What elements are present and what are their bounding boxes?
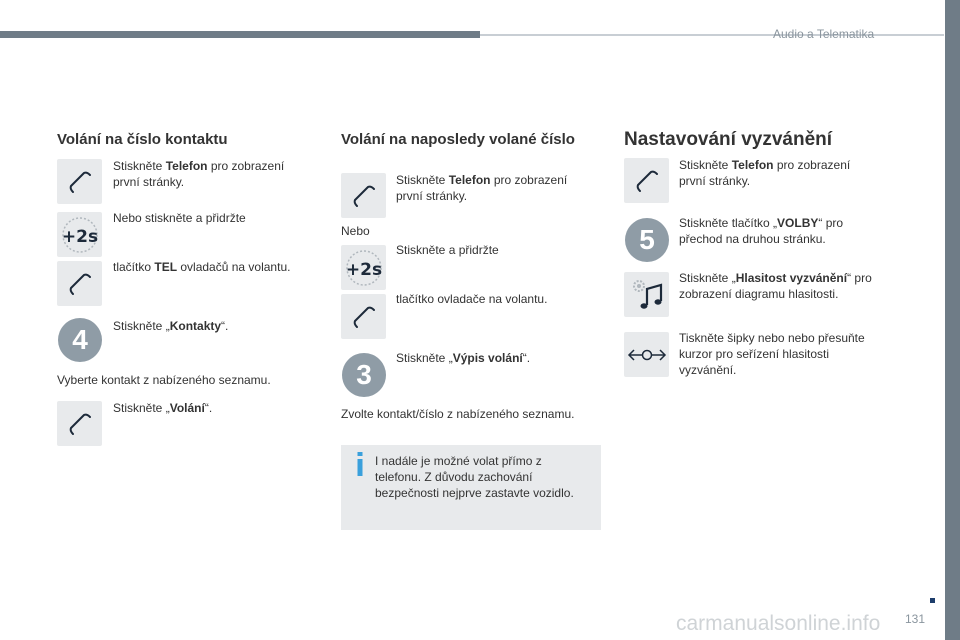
col2-step3-text: tlačítko ovladače na volantu.	[396, 292, 548, 306]
col1-step3-text: tlačítko TEL ovladačů na volantu.	[113, 260, 291, 274]
header-rule	[480, 34, 944, 36]
step-number-5: 5	[625, 218, 669, 262]
phone-handset-icon	[65, 269, 95, 299]
call-button[interactable]	[57, 401, 102, 446]
col2-step2-text: Stiskněte a přidržte	[396, 243, 499, 257]
page-bullet	[930, 598, 935, 603]
col1-step2-text: Nebo stiskněte a přidržte	[113, 211, 246, 225]
col1-step5-text: Stiskněte „Volání“.	[113, 401, 213, 415]
steering-wheel-hold-icon	[342, 246, 386, 290]
step-number-3: 3	[342, 353, 386, 397]
col3-step4-text: Tiskněte šipky nebo nebo přesuňte kurzor pro seřízení hlasitosti vyzvánění.	[679, 331, 865, 377]
col1-step1-text: Stiskněte Telefon pro zobrazení první stránky.	[113, 159, 285, 189]
steering-control-button[interactable]	[341, 294, 386, 339]
steering-wheel-hold-button[interactable]	[57, 212, 102, 257]
step-number-4: 4	[58, 318, 102, 362]
col3-title: Nastavování vyzvánění	[624, 129, 833, 150]
music-note-settings-icon	[627, 275, 667, 315]
col3-step3-text: Stiskněte „Hlasitost vyzvánění“ pro zobrazení diagramu hlasitosti.	[679, 271, 872, 301]
col2-nebo: Nebo	[341, 224, 370, 238]
header-bar	[0, 31, 480, 38]
phone-button[interactable]	[341, 173, 386, 218]
info-text: I nadále je možné volat přímo z telefonu. Z důvodu zachování bezpečnosti nejprve zastavte vozidlo.	[375, 454, 574, 500]
svg-text:+2s: +2s	[345, 259, 382, 280]
col2-plain-text: Zvolte kontakt/číslo z nabízeného seznamu.	[341, 407, 575, 421]
col1-plain-text: Vyberte kontakt z nabízeného seznamu.	[57, 373, 271, 387]
col2-step1-text: Stiskněte Telefon pro zobrazení první stránky.	[396, 173, 568, 203]
phone-button[interactable]	[57, 159, 102, 204]
phone-handset-icon	[349, 302, 379, 332]
steering-wheel-hold-icon	[58, 213, 102, 257]
slider-arrows-icon	[626, 345, 668, 365]
tel-button[interactable]	[57, 261, 102, 306]
info-icon	[354, 452, 366, 476]
volume-slider-control[interactable]	[624, 332, 669, 377]
header-title: Audio a Telematika	[773, 27, 875, 41]
steering-wheel-hold-button[interactable]	[341, 245, 386, 290]
ringtone-volume-button[interactable]	[624, 272, 669, 317]
col1-title: Volání na číslo kontaktu	[57, 131, 228, 148]
page-number: 131	[905, 612, 926, 626]
col2-title: Volání na naposledy volané číslo	[341, 131, 575, 148]
col3-step2-text: Stiskněte tlačítko „VOLBY“ pro přechod na druhou stránku.	[679, 216, 844, 246]
phone-handset-icon	[349, 181, 379, 211]
phone-handset-icon	[65, 409, 95, 439]
phone-button[interactable]	[624, 158, 669, 203]
col1-step4-text: Stiskněte „Kontakty“.	[113, 319, 229, 333]
phone-handset-icon	[632, 166, 662, 196]
watermark: carmanualsonline.info	[676, 612, 881, 635]
phone-handset-icon	[65, 167, 95, 197]
svg-text:+2s: +2s	[61, 226, 98, 247]
col2-step4-text: Stiskněte „Výpis volání“.	[396, 351, 531, 365]
side-strip	[945, 0, 960, 640]
col3-step1-text: Stiskněte Telefon pro zobrazení první stránky.	[679, 158, 851, 188]
